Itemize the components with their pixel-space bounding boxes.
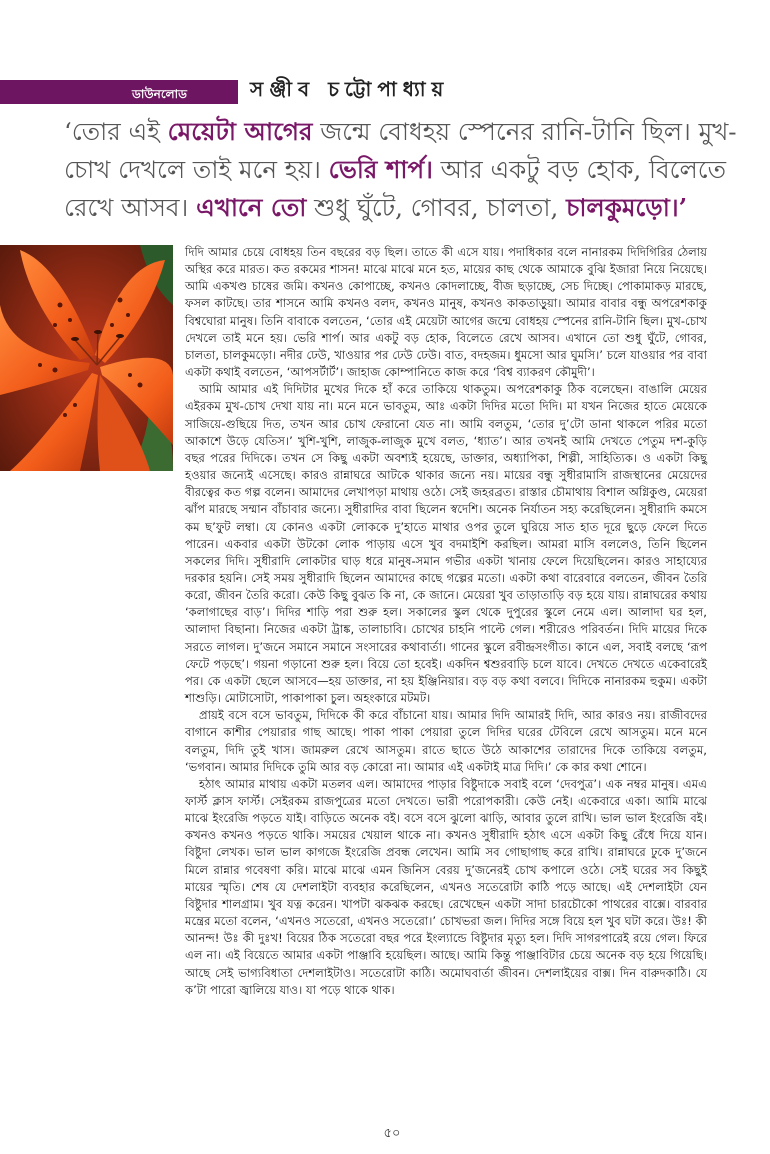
paragraph: হঠাৎ আমার মাথায় একটা মতলব এল। আমাদের পাড়ার বিষ্টুদাকে সবাই বলে ‘দেবপুত্র’। এক নম্বর মানুষ। এমএ ফার্স্ট ক্লাস ফার্স্ট। সেইরকম রাজপুত্রের মতো দেখতে। ভারী পরোপকারী। কেউ নেই। একেবারে একা। আমি মাঝে মাঝে ইংরেজি পড়তে যাই। বাড়িতে অনেক বই। বসে বসে ঝুলো ঝাড়ি, আবার তুলে রাখি। ভাল ভাল ইংরেজি বই। কখনও কখনও পড়তে থাকি। সময়ের খেয়াল থাকে না। কখনও সুধীরাদি হঠাৎ এসে একটা কিছু রেঁধে দিয়ে যান। বিষ্টুদা লেখক। ভাল ভাল কাগজে ইংরেজি প্রবন্ধ লেখেন। আমি সব গোছাগাছ করে রাখি। রান্নাঘরে ঢুকে দু’জনে মিলে রান্নার গবেষণা করি। মাঝে মাঝে এমন জিনিস বেরয় দু’জনেরই চোখ কপালে ওঠে। সেই ঘরের সব কিছুই মায়ের স্মৃতি। শেষ যে দেশলাইটা ব্যবহার করেছিলেন, এখনও সতেরোটা কাঠি পড়ে আছে। এই দেশলাইটা যেন বিষ্টুদার শালগ্রাম। খুব যত্ন করেন। খাপটা ঝকঝক করছে। রেখেছেন একটা সাদা চারচৌকো পাথরের বাক্সে। বারবার মন্ত্রের মতো বলেন, ‘এখনও সতেরো, এখনও সতেরো।’ চোখভরা জল। দিদির সঙ্গে বিয়ে হল খুব ঘটা করে। উঃ! কী আনন্দ! উঃ কী দুঃখ! বিয়ের ঠিক সতেরো বছর পরে ইংল্যান্ডে বিষ্টুদার মৃত্যু হল। দিদি সাগরপারেই রয়ে গেল। ফিরে এল না। এই বিয়েতে আমার একটা পাঞ্জাবি হয়েছিল। আছে। আমি কিন্তু পাঞ্জাবিটার চেয়ে অনেক বড় হয়ে গিয়েছি। আছে সেই ভাগ্যবিধাতা দেশলাইটাও। সতেরোটা কাঠি। অমোঘবার্তা জীবন। দেশলাইয়ের বাক্স। দিন বারুদকাঠি। যে ক’টা পারো জ্বালিয়ে যাও। যা পড়ে থাকে থাক। — [185, 776, 707, 997]
section-label: ডাউনলোড — [132, 87, 187, 101]
pull-quote — [64, 113, 744, 227]
article-body — [185, 244, 707, 999]
pull-quote-highlight: চালকুমড়ো।’ — [566, 193, 688, 222]
pull-quote-text: শুধু ঘুঁটে, গোবর, চালতা, — [306, 193, 567, 222]
pull-quote-highlight: এখানে তো — [196, 193, 307, 222]
paragraph: দিদি আমার চেয়ে বোধহয় তিন বছরের বড় ছিল। তাতে কী এসে যায়। পদাধিকার বলে নানারকম দিদিগিরির ঠেলায় অস্থির করে মারত। কত রকমের শাসন! মাঝে মাঝে মনে হত, মায়ের কাছ থেকে আমাকে বুঝি ইজারা নিয়ে নিয়েছে। আমি একখণ্ড চাষের জমি। কখনও কোপাচ্ছে, কখনও কোদলাচ্ছে, বীজ ছড়াচ্ছে, সেচ দিচ্ছে। পোকামাকড় মারছে, ফসল কাটছে। তার শাসনে আমি কখনও বলদ, কখনও মানুষ, কখনও কাকতাড়ুয়া। আমার বাবার বন্ধু অপরেশকাকু বিশ্বঘোরা মানুষ। তিনি বাবাকে বলতেন, ‘তোর এই মেয়েটা আগের জন্মে বোধহয় স্পেনের রানি-টানি ছিল। মুখ-চোখ দেখলে তাই মনে হয়। ভেরি শার্প। আর একটু বড় হোক, বিলেতে রেখে আসব। এখানে তো শুধু ঘুঁটে, গোবর, চালতা, চালকুমড়ো। নদীর ঢেউ, খাওয়ার পর ঢেউ ঢেউ। বাত, বদহজম। ধুমসো আর ঘুমসি।’ চলে যাওয়ার পর বাবা একটা কথাই বলতেন, ‘আপসর্টার্ট’। জাহাজ কোম্পানিতে কাজ করে ‘বিশ্ব ব্যাকরণ কৌমুদী’। — [185, 245, 707, 380]
paragraph: আমি আমার এই দিদিটার মুখের দিকে হাঁ করে তাকিয়ে থাকতুম। অপরেশকাকু ঠিক বলেছেন। বাঙালি মেয়ের এইরকম মুখ-চোখ দেখা যায় না। মনে মনে ভাবতুম, আঃ একটা দিদির মতো দিদি। মা যখন নিজের হাতে মেয়েকে সাজিয়ে-গুছিয়ে দিত, তখন আর চোখ ফেরানো যেত না। আমি বলতুম, ‘তোর দু’টো ডানা থাকলে পরির মতো আকাশে উড়ে যেতিস।’ খুশি-খুশি, লাজুক-লাজুক মুখে বলত, ‘ধ্যাত’। আর তখনই আমি দেখতে পেতুম দশ-কুড়ি বছর পরের দিদিকে। তখন সে কিছু একটা অবশ্যই হয়েছে, ডাক্তার, অধ্যাপিকা, শিল্পী, সাহিত্যিক। ও একটা কিছু হওয়ার জন্যেই এসেছে। কারও রান্নাঘরে আটকে থাকার জন্যে নয়। মায়ের বন্ধু সুধীরামাসি রাজস্থানের মেয়েদের বীরত্বের কত গল্প বলেন। আমাদের লেখাপড়া মাথায় ওঠে। সেই জহরব্রত। রাস্তার চৌমাথায় বিশাল অগ্নিকুণ্ড, মেয়েরা ঝাঁপ মারছে সম্মান বাঁচাবার জন্যে। সুধীরাদির বাবা ছিলেন স্বদেশি। অনেক নির্যাতন সহ্য করেছিলেন। সুধীরাদি কমসে কম ছ’ফুট লম্বা। যে কোনও একটা লোককে দু’হাতে মাথার ওপর তুলে ঘুরিয়ে সাত হাত দূরে ছুড়ে ফেলে দিতে পারেন। একবার একটা উটকো লোক পাড়ায় এসে খুব বদমাইশি করছিল। আমরা মাসি বললেও, তিনি ছিলেন সকলের দিদি। সুধীরাদি লোকটার ঘাড় ধরে মানুষ-সমান গভীর একটা খানায় ফেলে দিয়েছিলেন। কারও সাহায্যের দরকার হয়নি। সেই সময় সুধীরাদি ছিলেন আমাদের কাছে গল্পের মতো। একটা কথা বারেবারে বলতেন, জীবন তৈরি করো, জীবন তৈরি করো। কেউ কিছু বুঝত কি না, কে জানে। মেয়েরা খুব তাড়াতাড়ি বড় হয়ে যায়। রান্নাঘরের কথায় ‘কলাগাছের বাড়’। দিদির শাড়ি পরা শুরু হল। সকালের স্কুল থেকে দুপুরের স্কুলে নেমে এল। আলাদা ঘর হল, আলাদা বিছানা। নিজের একটা ট্রাঙ্ক, তালাচাবি। চোখের চাহনি পাল্টে গেল। শরীরেও পরিবর্তন। দিদি মায়ের দিকে সরতে লাগল। দু’জনে সমানে সমানে সংসারের কথাবার্তা। গানের স্কুলে রবীন্দ্রসংগীত। কানে এল, সবাই বলছে ‘রূপ ফেটে পড়ছে’। গয়না গড়ানো শুরু হল। বিয়ে তো হবেই। একদিন শ্বশুরবাড়ি চলে যাবে। দেখতে দেখতে একেবারেই পর। কে একটা ছেলে আসবে—হয় ডাক্তার, না হয় ইঞ্জিনিয়ার। বড় বড় কথা বলবে। দিদিকে নানারকম হুকুম। একটা শাশুড়ি। মোটাসোটা, পাকাপাকা চুল। অহংকারে মটমট। — [185, 382, 708, 706]
pull-quote-text: ‘তোর এই — [64, 117, 168, 146]
pull-quote-highlight: ভেরি শার্প। — [328, 155, 433, 184]
pull-quote-text: জন্মে বোধহয় স্পেনের রানি-টানি ছিল। মুখ-চোখ দেখলে তাই মনে হয়। — [64, 117, 737, 184]
page-number: ৫০ — [383, 1126, 401, 1141]
pull-quote-text: আর একটু বড় হোক, বিলেতে রেখে আসব। — [64, 155, 726, 222]
pull-quote-highlight: মেয়েটা আগের — [167, 117, 313, 146]
author-name: সঞ্জীব চট্টোপাধ্যায় — [250, 77, 450, 101]
lily-flower-image — [0, 245, 173, 471]
paragraph: প্রায়ই বসে বসে ভাবতুম, দিদিকে কী করে বাঁচানো যায়। আমার দিদি আমারই দিদি, আর কারও নয়। রাজীবদের বাগানে কাশীর পেয়ারার গাছ আছে। পাকা পাকা পেয়ারা তুলে দিদির ঘরের টেবিলে রেখে আসতুম। মনে মনে বলতুম, দিদি তুই খাস। জামরুল রেখে আসতুম। রাতে ছাতে উঠে আকাশের তারাদের দিকে তাকিয়ে বলতুম, ‘ভগবান। আমার দিদিকে তুমি আর বড় কোরো না। আমার এই একটাই মাত্র দিদি।’ কে কার কথা শোনে। — [185, 708, 707, 774]
